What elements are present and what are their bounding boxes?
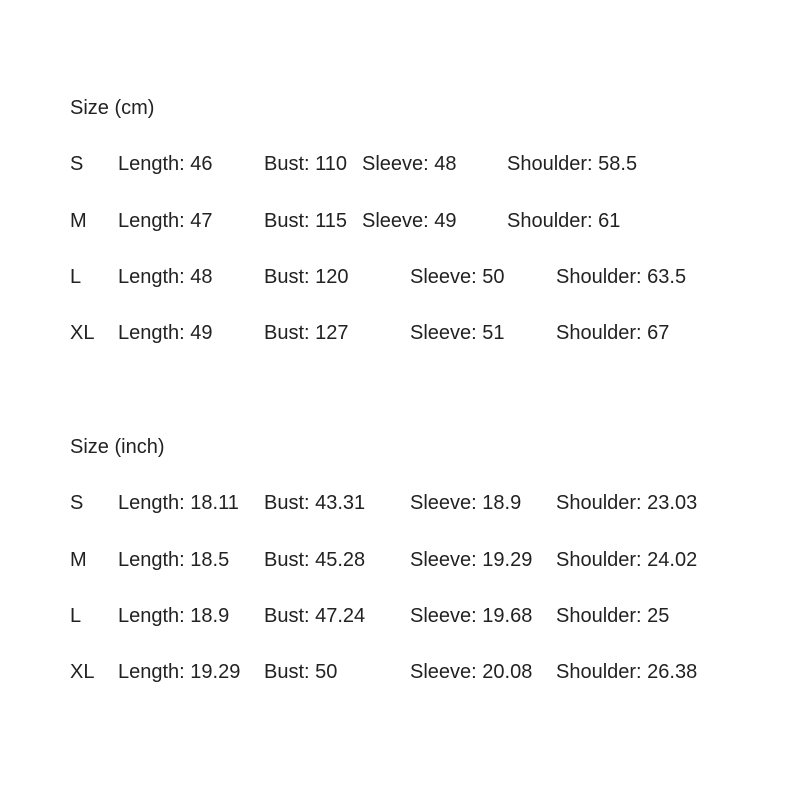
inch-row-s-size: S <box>70 492 84 514</box>
cm-row-m-shoulder: Shoulder: 61 <box>507 210 621 232</box>
inch-row-l-size: L <box>70 605 82 627</box>
cm-row-xl-bust: Bust: 127 <box>264 322 349 344</box>
cm-row-m-size: M <box>70 210 87 232</box>
cm-row-m-sleeve: Sleeve: 49 <box>362 210 457 232</box>
inch-row-l-length: Length: 18.9 <box>118 605 230 627</box>
cm-row-s-shoulder: Shoulder: 58.5 <box>507 153 638 175</box>
inch-row-s-sleeve: Sleeve: 18.9 <box>410 492 522 514</box>
cm-row-s-sleeve: Sleeve: 48 <box>362 153 457 175</box>
inch-row-xl-shoulder: Shoulder: 26.38 <box>556 661 698 683</box>
cm-row-xl-length: Length: 49 <box>118 322 213 344</box>
inch-row-xl-sleeve: Sleeve: 20.08 <box>410 661 533 683</box>
cm-row-l-bust: Bust: 120 <box>264 266 349 288</box>
cm-row-xl-size: XL <box>70 322 95 344</box>
inch-row-m-shoulder: Shoulder: 24.02 <box>556 549 698 571</box>
cm-row-m-bust: Bust: 115 <box>264 210 348 232</box>
cm-row-s-length: Length: 46 <box>118 153 213 175</box>
cm-row-l-length: Length: 48 <box>118 266 213 288</box>
cm-row-s-size: S <box>70 153 84 175</box>
cm-row-s-bust: Bust: 110 <box>264 153 348 175</box>
inch-row-l-shoulder: Shoulder: 25 <box>556 605 670 627</box>
cm-row-l-size: L <box>70 266 82 288</box>
inch-row-xl-length: Length: 19.29 <box>118 661 241 683</box>
inch-row-xl-size: XL <box>70 661 95 683</box>
cm-heading: Size (cm) <box>70 97 155 119</box>
cm-row-l-sleeve: Sleeve: 50 <box>410 266 505 288</box>
inch-row-s-bust: Bust: 43.31 <box>264 492 366 514</box>
inch-heading: Size (inch) <box>70 436 165 458</box>
cm-row-m-length: Length: 47 <box>118 210 213 232</box>
inch-row-s-shoulder: Shoulder: 23.03 <box>556 492 698 514</box>
inch-row-l-bust: Bust: 47.24 <box>264 605 366 627</box>
cm-row-xl-sleeve: Sleeve: 51 <box>410 322 505 344</box>
cm-row-xl-shoulder: Shoulder: 67 <box>556 322 670 344</box>
inch-row-s-length: Length: 18.11 <box>118 492 239 514</box>
cm-row-l-shoulder: Shoulder: 63.5 <box>556 266 687 288</box>
inch-row-m-length: Length: 18.5 <box>118 549 230 571</box>
inch-row-xl-bust: Bust: 50 <box>264 661 338 683</box>
inch-row-m-bust: Bust: 45.28 <box>264 549 366 571</box>
inch-row-l-sleeve: Sleeve: 19.68 <box>410 605 533 627</box>
inch-row-m-sleeve: Sleeve: 19.29 <box>410 549 533 571</box>
inch-row-m-size: M <box>70 549 87 571</box>
